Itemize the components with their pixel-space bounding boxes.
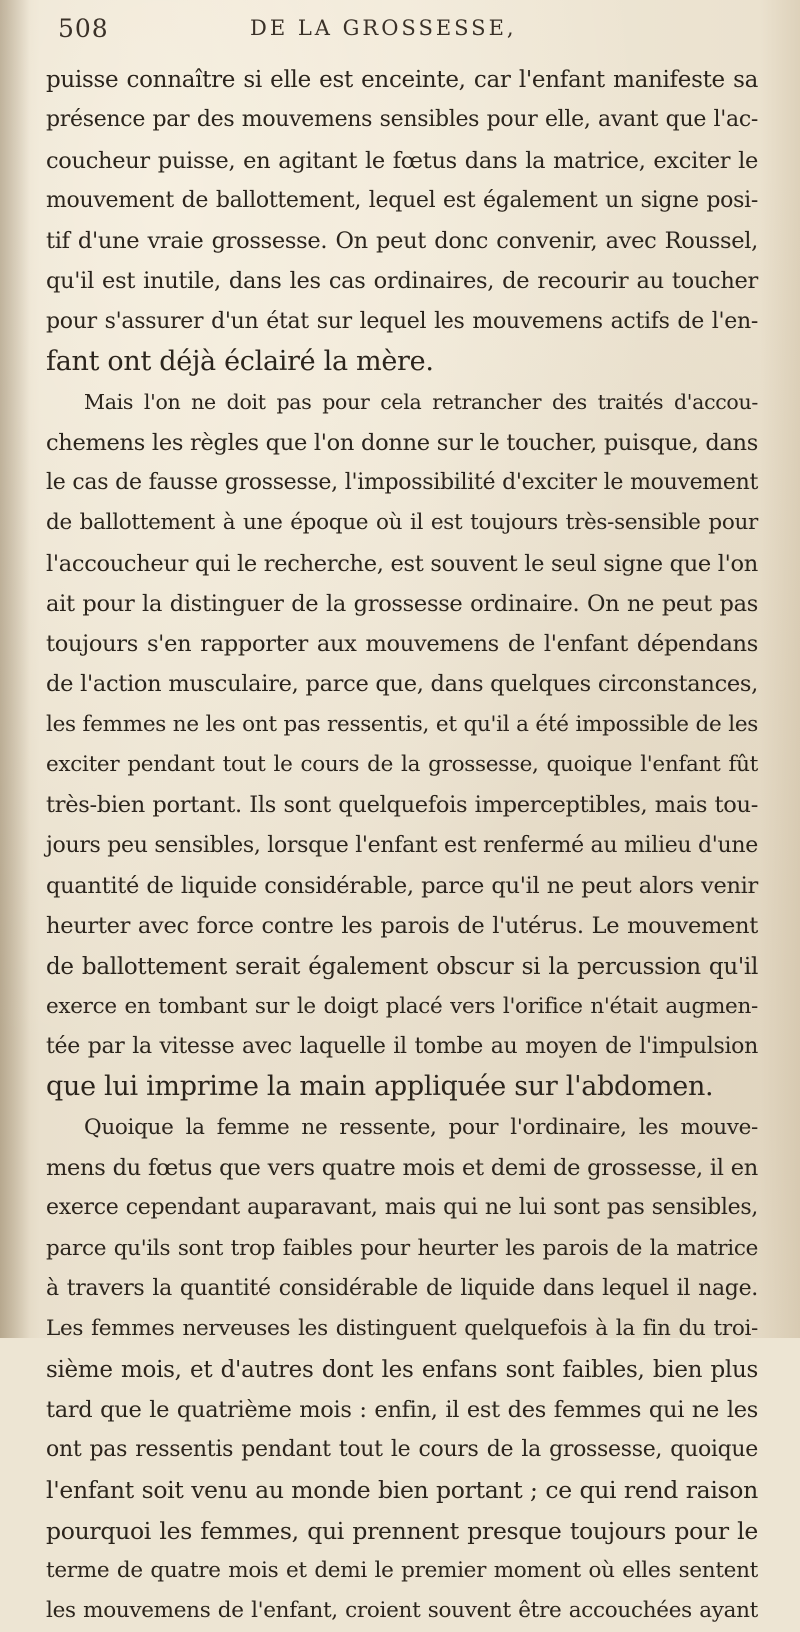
text-line: de ballottement serait également obscur si la percussion qu'il: [46, 953, 758, 980]
text-line: quantité de liquide considérable, parce qu'il ne peut alors venir: [46, 872, 758, 899]
text-line: fant ont déjà éclairé la mère.: [46, 346, 434, 378]
body-text: [46, 60, 758, 1632]
text-line: parce qu'ils sont trop faibles pour heurter les parois de la matrice: [46, 1235, 758, 1261]
text-line: à travers la quantité considérable de liquide dans lequel il nage.: [46, 1275, 758, 1301]
text-line: terme de quatre mois et demi le premier moment où elles sentent: [46, 1557, 758, 1583]
text-line: Mais l'on ne doit pas pour cela retrancher des traités d'accou-: [84, 390, 758, 415]
text-line: mens du fœtus que vers quatre mois et demi de grossesse, il en: [46, 1155, 758, 1182]
text-line: Quoique la femme ne ressente, pour l'ordinaire, les mouve-: [84, 1114, 758, 1140]
text-line: ont pas ressentis pendant tout le cours de la grossesse, quoique: [46, 1437, 758, 1463]
text-line: de l'action musculaire, parce que, dans quelques circonstances,: [46, 671, 758, 698]
text-line: exciter pendant tout le cours de la grossesse, quoique l'enfant fût: [46, 752, 758, 778]
text-line: exerce en tombant sur le doigt placé vers l'orifice n'était augmen-: [46, 993, 758, 1019]
text-line: les mouvemens de l'enfant, croient souvent être accouchées ayant: [46, 1598, 758, 1624]
text-line: très-bien portant. Ils sont quelquefois imperceptibles, mais tou-: [46, 792, 758, 819]
text-line: pourquoi les femmes, qui prennent presque toujours pour le: [46, 1516, 758, 1545]
page-number: 508: [58, 14, 109, 43]
text-line: tif d'une vraie grossesse. On peut donc convenir, avec Roussel,: [46, 228, 758, 255]
text-line: puisse connaître si elle est enceinte, car l'enfant manifeste sa: [46, 67, 758, 93]
text-line: Les femmes nerveuses les distinguent quelquefois à la fin du troi-: [46, 1316, 758, 1342]
text-line: présence par des mouvemens sensibles pour elle, avant que l'ac-: [46, 107, 758, 133]
text-line: tée par la vitesse avec laquelle il tombe au moyen de l'impulsion: [46, 1034, 758, 1060]
spine-shadow: [0, 0, 30, 1338]
text-line: que lui imprime la main appliquée sur l'abdomen.: [46, 1071, 714, 1103]
text-line: mouvement de ballottement, lequel est également un signe posi-: [46, 187, 758, 213]
text-line: toujours s'en rapporter aux mouvemens de l'enfant dépendans: [46, 631, 758, 658]
text-line: de ballottement à une époque où il est toujours très-sensible pour: [46, 510, 758, 536]
text-line: le cas de fausse grossesse, l'impossibilité d'exciter le mouvement: [46, 469, 758, 495]
text-line: chemens les règles que l'on donne sur le toucher, puisque, dans: [46, 429, 758, 456]
text-line: jours peu sensibles, lorsque l'enfant est renfermé au milieu d'une: [46, 832, 758, 858]
text-line: coucheur puisse, en agitant le fœtus dans la matrice, exciter le: [46, 147, 758, 174]
page-header: [0, 14, 800, 46]
text-line: tard que le quatrième mois : enfin, il est des femmes qui ne les: [46, 1396, 758, 1423]
text-line: heurter avec force contre les parois de l'utérus. Le mouvement: [46, 913, 758, 940]
text-line: ait pour la distinguer de la grossesse ordinaire. On ne peut pas: [46, 590, 758, 617]
text-line: exerce cependant auparavant, mais qui ne lui sont pas sensibles,: [46, 1195, 758, 1221]
text-line: pour s'assurer d'un état sur lequel les mouvemens actifs de l'en-: [46, 308, 758, 334]
text-line: sième mois, et d'autres dont les enfans sont faibles, bien plus: [46, 1356, 758, 1383]
text-line: l'enfant soit venu au monde bien portant ; ce qui rend raison: [46, 1476, 758, 1505]
text-line: l'accoucheur qui le recherche, est souvent le seul signe que l'on: [46, 550, 758, 577]
text-line: les femmes ne les ont pas ressentis, et qu'il a été impossible de les: [46, 711, 758, 737]
running-head: DE LA GROSSESSE,: [250, 16, 517, 40]
text-line: qu'il est inutile, dans les cas ordinaires, de recourir au toucher: [46, 268, 758, 295]
